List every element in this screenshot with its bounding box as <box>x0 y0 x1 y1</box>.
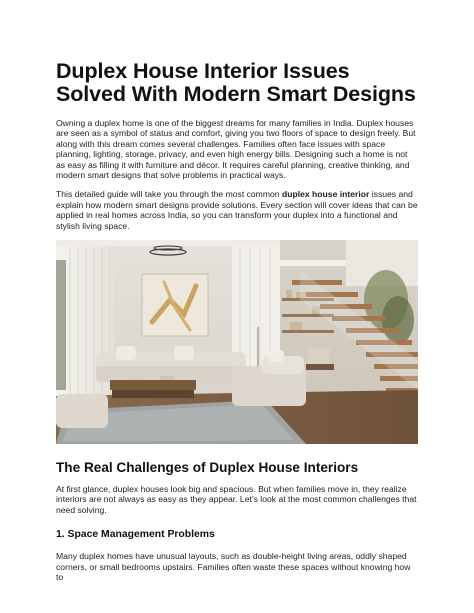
intro-paragraph: Owning a duplex home is one of the biggest dreams for many families in India. Duplex houses are seen as a symbol of status and comfort, giving you two floors of space to design freely. But along with this dream comes several challenges. Families often face issues with space planning, lighting, storage, privacy, and even high energy bills. Designing such a home is not as easy as filling it with furniture and décor. It requires careful planning, creative thinking, and modern smart designs that solve problems in practical ways. <box>56 118 416 181</box>
subsection-heading: 1. Space Management Problems <box>56 529 215 541</box>
page-title: Duplex House Interior Issues Solved With Modern Smart Designs <box>56 59 416 106</box>
guide-text-after: issues and explain how modern smart designs provide solutions. Every section will cover ideas that can be applied in real homes across India, so you can transform your duplex into a functional and stylish living space. <box>56 189 418 231</box>
subsection-paragraph: Many duplex homes have unusual layouts, such as double-height living areas, oddly shaped corners, or small bedrooms upstairs. Families often waste these spaces without knowing how to <box>56 551 411 583</box>
guide-text-before: This detailed guide will take you through the most common <box>56 189 282 200</box>
article <box>56 60 418 583</box>
guide-keyword: duplex house interior <box>281 189 370 200</box>
guide-paragraph <box>56 189 418 231</box>
section-heading: The Real Challenges of Duplex House Interiors <box>56 460 359 476</box>
section-paragraph: At first glance, duplex houses look big and spacious. But when families move in, they realize interiors are not always as easy as they appear. Let’s look at the most common challenges that need solving. <box>56 484 417 515</box>
living-room-photo <box>56 240 418 444</box>
